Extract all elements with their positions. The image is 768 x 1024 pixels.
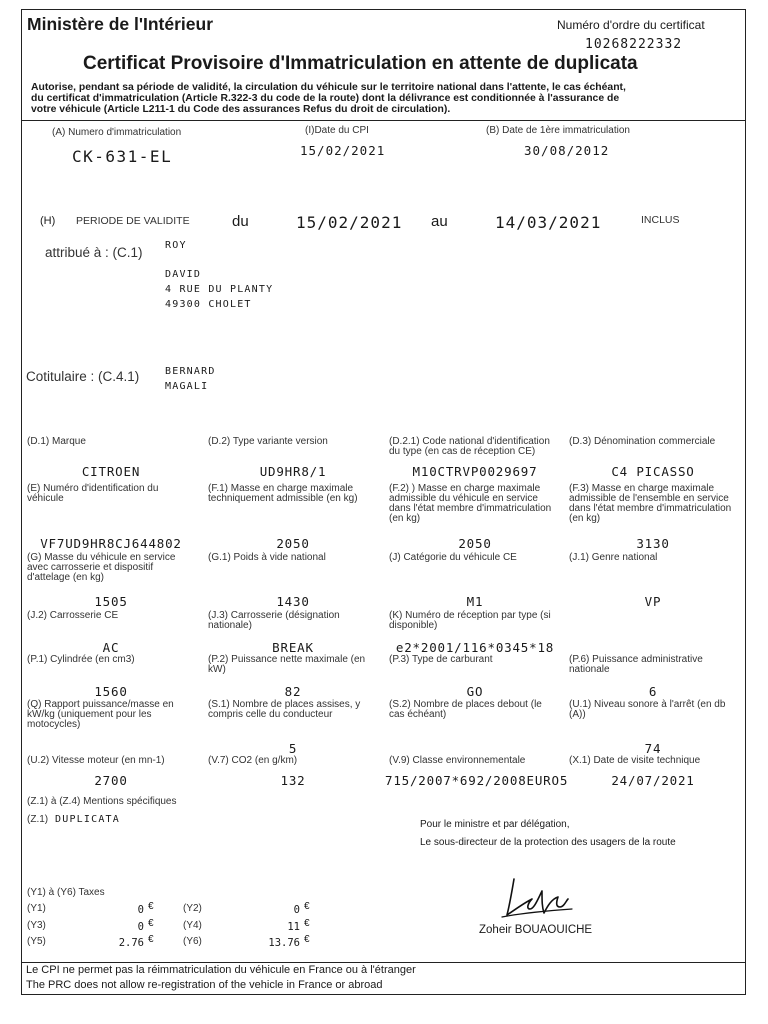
field-label: (U.2) Vitesse moteur (en mn-1) <box>27 755 165 766</box>
tax-value: 13.76 <box>268 937 300 949</box>
field-value: VP <box>644 594 662 609</box>
intro-text-line-2: du certificat d'immatriculation (Article R.322-3 du code de la route) dont la délivrance est conditionnée à l'assurance de <box>31 93 620 104</box>
field-label: (J.1) Genre national <box>569 552 658 563</box>
holder-address-line-2: 49300 CHOLET <box>165 299 252 310</box>
coholder-label: Cotitulaire : (C.4.1) <box>26 369 140 384</box>
field-value: CITROEN <box>81 464 141 479</box>
field-value: 5 <box>288 741 298 756</box>
validity-du-label: du <box>232 213 249 230</box>
field-value: 82 <box>284 684 302 699</box>
validity-period-label: PERIODE DE VALIDITE <box>76 215 190 227</box>
footer-divider <box>21 962 746 963</box>
field-value: 132 <box>280 773 306 788</box>
field-label: (Q) Rapport puissance/masse en kW/kg (uniquement pour les motocycles) <box>27 699 174 730</box>
tax-code: (Y4) <box>183 920 202 931</box>
holder-label: attribué à : (C.1) <box>45 245 143 260</box>
coholder-surname: BERNARD <box>165 366 216 377</box>
field-label: (V.9) Classe environnementale <box>389 755 526 766</box>
first-registration-date-label: (B) Date de 1ère immatriculation <box>486 125 630 136</box>
order-number: 10268222332 <box>585 37 683 52</box>
header-divider <box>21 120 746 121</box>
handwritten-signature <box>498 873 578 923</box>
field-label: (D.3) Dénomination commerciale <box>569 436 716 447</box>
field-label: (P.6) Puissance administrative nationale <box>569 654 703 675</box>
z1-value: DUPLICATA <box>55 814 120 825</box>
euro-symbol: € <box>148 934 154 945</box>
tax-code: (Y2) <box>183 903 202 914</box>
footer-line-2: The PRC does not allow re-registration of the vehicle in France or abroad <box>26 979 383 991</box>
footer-line-1: Le CPI ne permet pas la réimmatriculation du véhicule en France ou à l'étranger <box>26 964 416 976</box>
field-label: (V.7) CO2 (en g/km) <box>208 755 298 766</box>
z1-label: (Z.1) <box>27 814 49 825</box>
field-label: (U.1) Niveau sonore à l'arrêt (en db (A)) <box>569 699 726 720</box>
field-value: 1430 <box>276 594 310 609</box>
holder-firstname: DAVID <box>165 269 202 280</box>
field-value: UD9HR8/1 <box>259 464 327 479</box>
field-value: 715/2007*692/2008EURO5 <box>385 773 569 788</box>
validity-to-date: 14/03/2021 <box>495 213 602 232</box>
first-registration-date: 30/08/2012 <box>524 143 610 158</box>
field-label: (P.2) Puissance nette maximale (en kW) <box>208 654 366 675</box>
field-value: 1560 <box>94 684 128 699</box>
euro-symbol: € <box>148 901 154 912</box>
field-label: (X.1) Date de visite technique <box>569 755 701 766</box>
tax-code: (Y1) <box>27 903 46 914</box>
field-value: AC <box>102 640 120 655</box>
field-value: VF7UD9HR8CJ644802 <box>40 536 182 551</box>
field-label: (K) Numéro de réception par type (si disponible) <box>389 610 551 631</box>
field-value: M10CTRVP0029697 <box>412 464 538 479</box>
field-value: 2050 <box>276 536 310 551</box>
field-label: (G) Masse du véhicule en service avec carrosserie et dispositif d'attelage (en kg) <box>27 552 176 583</box>
field-label: (D.1) Marque <box>27 436 86 447</box>
euro-symbol: € <box>304 934 310 945</box>
holder-surname: ROY <box>165 240 187 251</box>
field-value: M1 <box>466 594 484 609</box>
euro-symbol: € <box>304 918 310 929</box>
holder-address-line-1: 4 RUE DU PLANTY <box>165 284 274 295</box>
euro-symbol: € <box>304 901 310 912</box>
validity-code-label: (H) <box>40 215 56 227</box>
cpi-date-label: (I)Date du CPI <box>305 125 369 136</box>
field-value: 1505 <box>94 594 128 609</box>
euro-symbol: € <box>148 918 154 929</box>
field-label: (P.1) Cylindrée (en cm3) <box>27 654 135 665</box>
tax-value: 11 <box>287 921 300 933</box>
field-value: 2050 <box>458 536 492 551</box>
field-label: (J.2) Carrosserie CE <box>27 610 119 621</box>
specific-mentions-label: (Z.1) à (Z.4) Mentions spécifiques <box>27 796 177 807</box>
field-value: 24/07/2021 <box>611 773 695 788</box>
field-value: C4 PICASSO <box>611 464 695 479</box>
tax-code: (Y3) <box>27 920 46 931</box>
cpi-date: 15/02/2021 <box>300 143 386 158</box>
tax-value: 2.76 <box>118 937 144 949</box>
signature-line-2: Le sous-directeur de la protection des usagers de la route <box>420 837 676 848</box>
tax-value: 0 <box>137 921 144 933</box>
field-label: (G.1) Poids à vide national <box>208 552 326 563</box>
coholder-firstname: MAGALI <box>165 381 209 392</box>
field-value: 6 <box>648 684 658 699</box>
validity-au-label: au <box>431 213 448 230</box>
field-label: (E) Numéro d'identification du véhicule <box>27 483 159 504</box>
order-number-label: Numéro d'ordre du certificat <box>557 18 705 32</box>
registration-number: CK-631-EL <box>72 147 173 166</box>
signatory-name: Zoheir BOUAOUICHE <box>479 924 593 936</box>
field-value: 2700 <box>94 773 128 788</box>
intro-text-line-3: votre véhicule (Article L211-1 du Code des assurances Refus du droit de circulation). <box>31 104 451 115</box>
field-label: (P.3) Type de carburant <box>389 654 493 665</box>
tax-code: (Y6) <box>183 936 202 947</box>
field-label: (F.3) Masse en charge maximale admissible de l'ensemble en service dans l'état membre d'immatriculation (en kg) <box>569 483 732 524</box>
field-label: (F.2) ) Masse en charge maximale admissible du véhicule en service dans l'état membre d'immatriculation (en kg) <box>389 483 552 524</box>
validity-inclusive-label: INCLUS <box>641 214 680 226</box>
registration-number-label: (A) Numero d'immatriculation <box>52 127 182 138</box>
tax-value: 0 <box>293 904 300 916</box>
field-label: (S.1) Nombre de places assises, y compris celle du conducteur <box>208 699 361 720</box>
field-value: e2*2001/116*0345*18 <box>395 640 555 655</box>
field-label: (D.2) Type variante version <box>208 436 328 447</box>
field-label: (J.3) Carrosserie (désignation nationale) <box>208 610 340 631</box>
taxes-label: (Y1) à (Y6) Taxes <box>27 887 105 898</box>
field-label: (F.1) Masse en charge maximale techniquement admissible (en kg) <box>208 483 358 504</box>
signature-line-1: Pour le ministre et par délégation, <box>420 819 570 830</box>
page-title: Certificat Provisoire d'Immatriculation en attente de duplicata <box>83 53 638 74</box>
validity-from-date: 15/02/2021 <box>296 213 403 232</box>
field-value: GO <box>466 684 484 699</box>
field-label: (J) Catégorie du véhicule CE <box>389 552 517 563</box>
tax-value: 0 <box>137 904 144 916</box>
field-label: (S.2) Nombre de places debout (le cas échéant) <box>389 699 542 720</box>
ministry-name: Ministère de l'Intérieur <box>27 14 214 34</box>
tax-code: (Y5) <box>27 936 46 947</box>
field-label: (D.2.1) Code national d'identification du type (en cas de réception CE) <box>389 436 550 457</box>
field-value: 3130 <box>636 536 670 551</box>
field-value: 74 <box>644 741 662 756</box>
field-value: BREAK <box>272 640 314 655</box>
intro-text-line-1: Autorise, pendant sa période de validité, la circulation du véhicule sur le territoire national dans l'attente, le cas échéant, <box>31 82 626 93</box>
